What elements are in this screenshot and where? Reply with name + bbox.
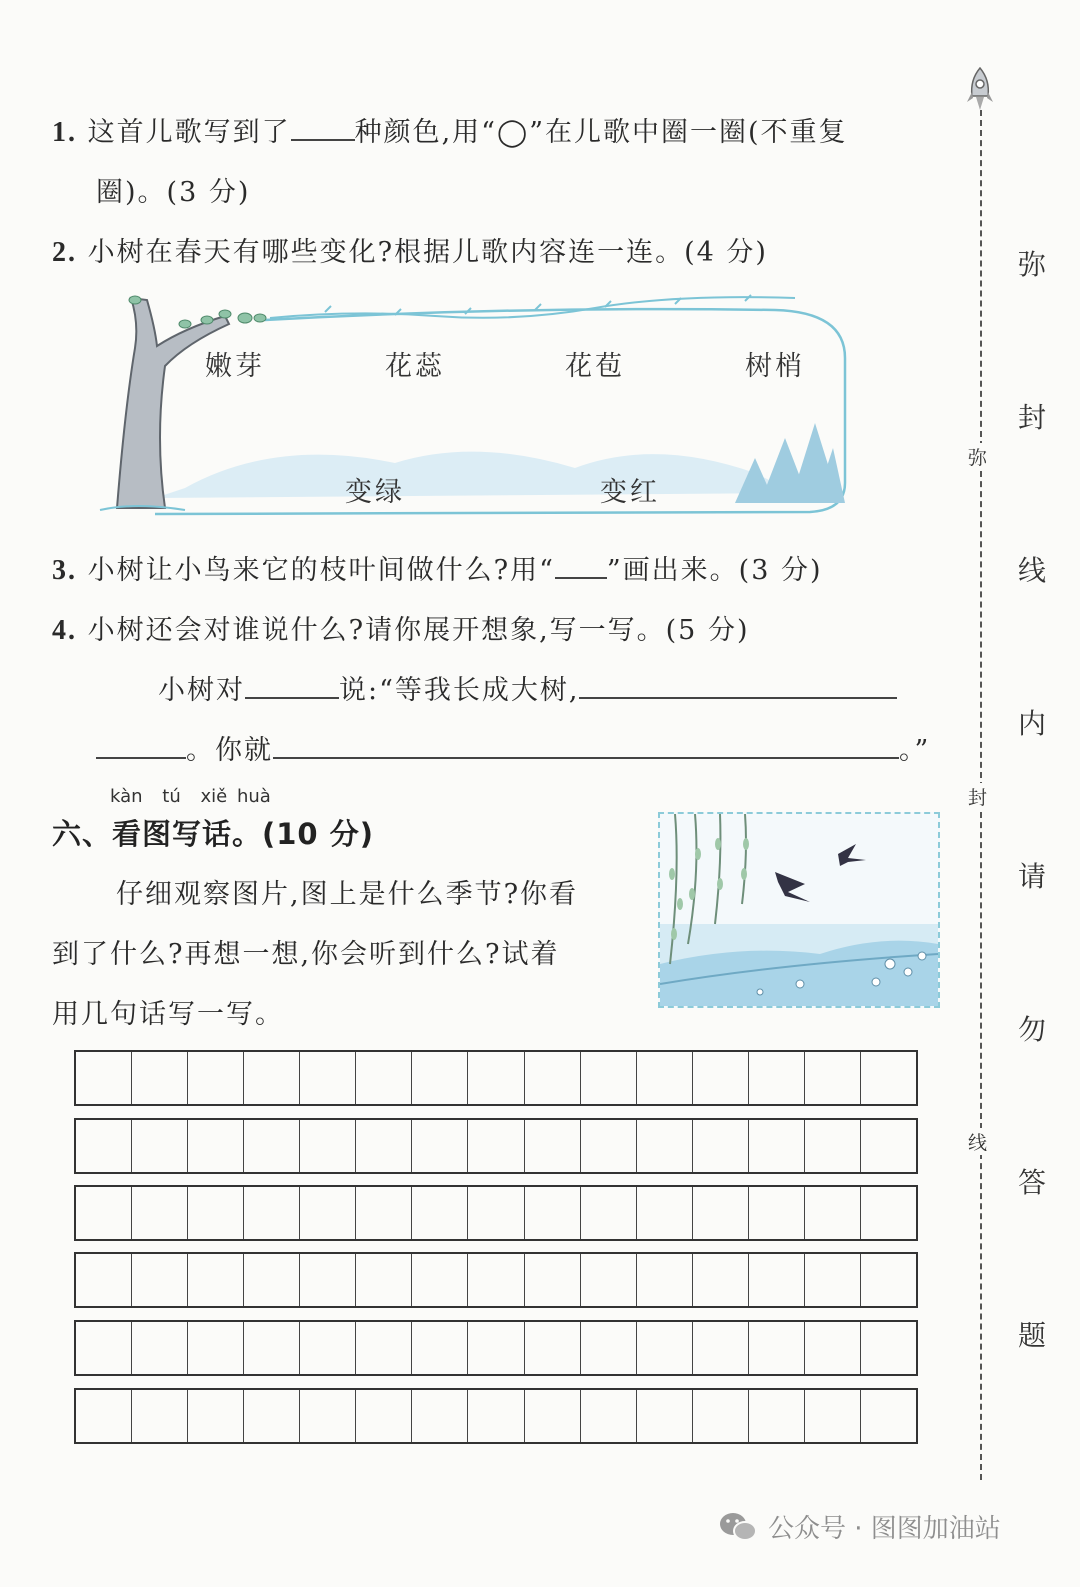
grid-cell[interactable] <box>525 1322 581 1374</box>
matching-illustration <box>95 288 855 524</box>
grid-cell[interactable] <box>861 1322 916 1374</box>
grid-cell[interactable] <box>805 1254 861 1306</box>
grid-cell[interactable] <box>188 1187 244 1239</box>
grid-cell[interactable] <box>356 1390 412 1442</box>
fill-text: 。你就 <box>186 735 273 766</box>
grid-cell[interactable] <box>412 1322 468 1374</box>
question-3 <box>52 548 823 587</box>
binding-warning-char: 内 <box>1018 707 1047 740</box>
grid-cell[interactable] <box>188 1052 244 1104</box>
answer-blank[interactable] <box>579 697 897 699</box>
grid-row <box>74 1388 918 1444</box>
grid-cell[interactable] <box>581 1120 637 1172</box>
grid-cell[interactable] <box>525 1390 581 1442</box>
question-text: 种颜色,用“◯”在儿歌中圈一圈(不重复 <box>354 117 848 148</box>
instruction-line: 仔细观察图片,图上是什么季节?你看 <box>116 879 579 910</box>
grid-row <box>74 1118 918 1174</box>
grid-cell[interactable] <box>693 1187 749 1239</box>
grid-cell[interactable] <box>805 1322 861 1374</box>
grid-cell[interactable] <box>244 1254 300 1306</box>
question-4 <box>52 608 749 647</box>
grid-cell[interactable] <box>76 1120 132 1172</box>
grid-cell[interactable] <box>244 1052 300 1104</box>
pinyin: tú <box>162 786 181 807</box>
grid-cell[interactable] <box>132 1120 188 1172</box>
question-4-line-2 <box>96 728 930 767</box>
grid-cell[interactable] <box>132 1390 188 1442</box>
grid-cell[interactable] <box>132 1322 188 1374</box>
question-text: 这首儿歌写到了 <box>87 117 291 148</box>
grid-cell[interactable] <box>468 1254 524 1306</box>
wechat-icon <box>718 1510 758 1544</box>
binding-warning-char: 线 <box>1018 554 1047 587</box>
grid-cell[interactable] <box>76 1254 132 1306</box>
grid-cell[interactable] <box>300 1254 356 1306</box>
grid-cell[interactable] <box>525 1187 581 1239</box>
grid-cell[interactable] <box>525 1254 581 1306</box>
fill-text: 说:“等我长成大树, <box>339 675 580 706</box>
question-1-continued: 圈)。(3 分) <box>96 177 251 208</box>
grid-row <box>74 1252 918 1308</box>
grid-cell[interactable] <box>693 1254 749 1306</box>
question-text: 小树在春天有哪些变化?根据儿歌内容连一连。(4 分) <box>87 237 768 268</box>
grid-cell[interactable] <box>805 1390 861 1442</box>
match-word[interactable]: 变绿 <box>345 477 405 508</box>
grid-cell[interactable] <box>188 1120 244 1172</box>
grid-cell[interactable] <box>581 1052 637 1104</box>
grid-cell[interactable] <box>581 1187 637 1239</box>
fill-text: 小树对 <box>158 675 245 706</box>
grid-cell[interactable] <box>356 1254 412 1306</box>
grid-cell[interactable] <box>412 1120 468 1172</box>
answer-blank[interactable] <box>245 697 339 699</box>
question-1 <box>52 110 848 149</box>
grid-cell[interactable] <box>749 1052 805 1104</box>
grid-cell[interactable] <box>525 1120 581 1172</box>
grid-cell[interactable] <box>300 1322 356 1374</box>
rocket-icon <box>966 66 994 116</box>
grid-cell[interactable] <box>300 1052 356 1104</box>
pinyin: kàn <box>110 786 143 807</box>
binding-small-char: 封 <box>968 783 987 810</box>
section-6-title: 六、看图写话。(10 分) <box>52 817 374 851</box>
grid-cell[interactable] <box>244 1322 300 1374</box>
grid-cell[interactable] <box>356 1052 412 1104</box>
question-number: 4. <box>52 615 77 646</box>
grid-cell[interactable] <box>76 1390 132 1442</box>
grid-cell[interactable] <box>637 1120 693 1172</box>
grid-cell[interactable] <box>76 1187 132 1239</box>
grid-cell[interactable] <box>412 1187 468 1239</box>
grid-cell[interactable] <box>468 1120 524 1172</box>
question-number: 3. <box>52 555 77 586</box>
grid-cell[interactable] <box>861 1390 916 1442</box>
binding-warning-char: 答 <box>1018 1166 1047 1199</box>
grid-cell[interactable] <box>581 1390 637 1442</box>
grid-cell[interactable] <box>749 1120 805 1172</box>
binding-warning-char: 弥 <box>1018 248 1047 281</box>
question-text: ”画出来。(3 分) <box>606 555 823 586</box>
grid-cell[interactable] <box>749 1254 805 1306</box>
grid-cell[interactable] <box>861 1120 916 1172</box>
grid-cell[interactable] <box>76 1052 132 1104</box>
spring-picture <box>658 812 940 1008</box>
grid-cell[interactable] <box>132 1187 188 1239</box>
match-word[interactable]: 树梢 <box>745 351 805 382</box>
grid-cell[interactable] <box>693 1052 749 1104</box>
match-word[interactable]: 嫩芽 <box>205 351 265 382</box>
grid-cell[interactable] <box>188 1390 244 1442</box>
willow-swallow-illustration <box>660 814 938 1006</box>
grid-cell[interactable] <box>581 1254 637 1306</box>
spring-scene-illustration <box>95 288 855 524</box>
binding-small-char: 线 <box>968 1128 987 1155</box>
grid-cell[interactable] <box>188 1322 244 1374</box>
match-word[interactable]: 花蕊 <box>385 351 445 382</box>
section-6-pinyin <box>110 786 271 807</box>
grid-cell[interactable] <box>412 1052 468 1104</box>
match-word[interactable]: 变红 <box>600 477 660 508</box>
grid-cell[interactable] <box>693 1390 749 1442</box>
match-word[interactable]: 花苞 <box>565 351 625 382</box>
question-text: 小树还会对谁说什么?请你展开想象,写一写。(5 分) <box>87 615 750 646</box>
grid-cell[interactable] <box>805 1120 861 1172</box>
grid-cell[interactable] <box>356 1187 412 1239</box>
grid-cell[interactable] <box>749 1322 805 1374</box>
question-2 <box>52 230 768 269</box>
grid-cell[interactable] <box>861 1254 916 1306</box>
instruction-line: 到了什么?再想一想,你会听到什么?试着 <box>52 939 560 970</box>
binding-warning-char: 请 <box>1018 860 1047 893</box>
grid-cell[interactable] <box>468 1052 524 1104</box>
answer-blank[interactable] <box>273 757 899 759</box>
fill-text: 。” <box>899 735 931 766</box>
grid-cell[interactable] <box>468 1390 524 1442</box>
grid-cell[interactable] <box>356 1322 412 1374</box>
binding-warning-char: 勿 <box>1018 1013 1047 1046</box>
grid-cell[interactable] <box>637 1390 693 1442</box>
grid-cell[interactable] <box>76 1322 132 1374</box>
grid-cell[interactable] <box>300 1120 356 1172</box>
watermark-text: 公众号 · 图图加油站 <box>768 1514 1001 1544</box>
grid-cell[interactable] <box>525 1052 581 1104</box>
grid-cell[interactable] <box>468 1322 524 1374</box>
underline-sample <box>555 577 607 579</box>
grid-cell[interactable] <box>693 1322 749 1374</box>
grid-row <box>74 1320 918 1376</box>
grid-cell[interactable] <box>637 1052 693 1104</box>
grid-cell[interactable] <box>861 1052 916 1104</box>
question-number: 1. <box>52 117 77 148</box>
grid-cell[interactable] <box>861 1187 916 1239</box>
grid-cell[interactable] <box>693 1120 749 1172</box>
grid-cell[interactable] <box>637 1322 693 1374</box>
grid-cell[interactable] <box>805 1052 861 1104</box>
grid-cell[interactable] <box>244 1187 300 1239</box>
question-text: 小树让小鸟来它的枝叶间做什么?用“ <box>87 555 555 586</box>
grid-cell[interactable] <box>132 1254 188 1306</box>
question-4-line-1 <box>158 668 897 707</box>
pinyin: xiě <box>200 786 228 807</box>
watermark <box>718 1508 1001 1545</box>
grid-cell[interactable] <box>637 1254 693 1306</box>
grid-cell[interactable] <box>300 1390 356 1442</box>
binding-small-char: 弥 <box>968 443 987 470</box>
grid-cell[interactable] <box>244 1390 300 1442</box>
binding-warning-char: 封 <box>1018 401 1047 434</box>
grid-cell[interactable] <box>581 1322 637 1374</box>
grid-cell[interactable] <box>412 1254 468 1306</box>
answer-blank[interactable] <box>96 757 186 759</box>
binding-warning-char: 题 <box>1018 1319 1047 1352</box>
grid-cell[interactable] <box>637 1187 693 1239</box>
grid-row <box>74 1185 918 1241</box>
grid-cell[interactable] <box>300 1187 356 1239</box>
instruction-line: 用几句话写一写。 <box>52 999 284 1030</box>
grid-cell[interactable] <box>749 1187 805 1239</box>
grid-cell[interactable] <box>356 1120 412 1172</box>
answer-blank[interactable] <box>291 139 355 141</box>
grid-cell[interactable] <box>805 1187 861 1239</box>
question-number: 2. <box>52 237 77 268</box>
grid-cell[interactable] <box>412 1390 468 1442</box>
grid-cell[interactable] <box>468 1187 524 1239</box>
grid-row <box>74 1050 918 1106</box>
grid-cell[interactable] <box>244 1120 300 1172</box>
grid-cell[interactable] <box>132 1052 188 1104</box>
grid-cell[interactable] <box>749 1390 805 1442</box>
pinyin: huà <box>236 786 271 807</box>
grid-cell[interactable] <box>188 1254 244 1306</box>
